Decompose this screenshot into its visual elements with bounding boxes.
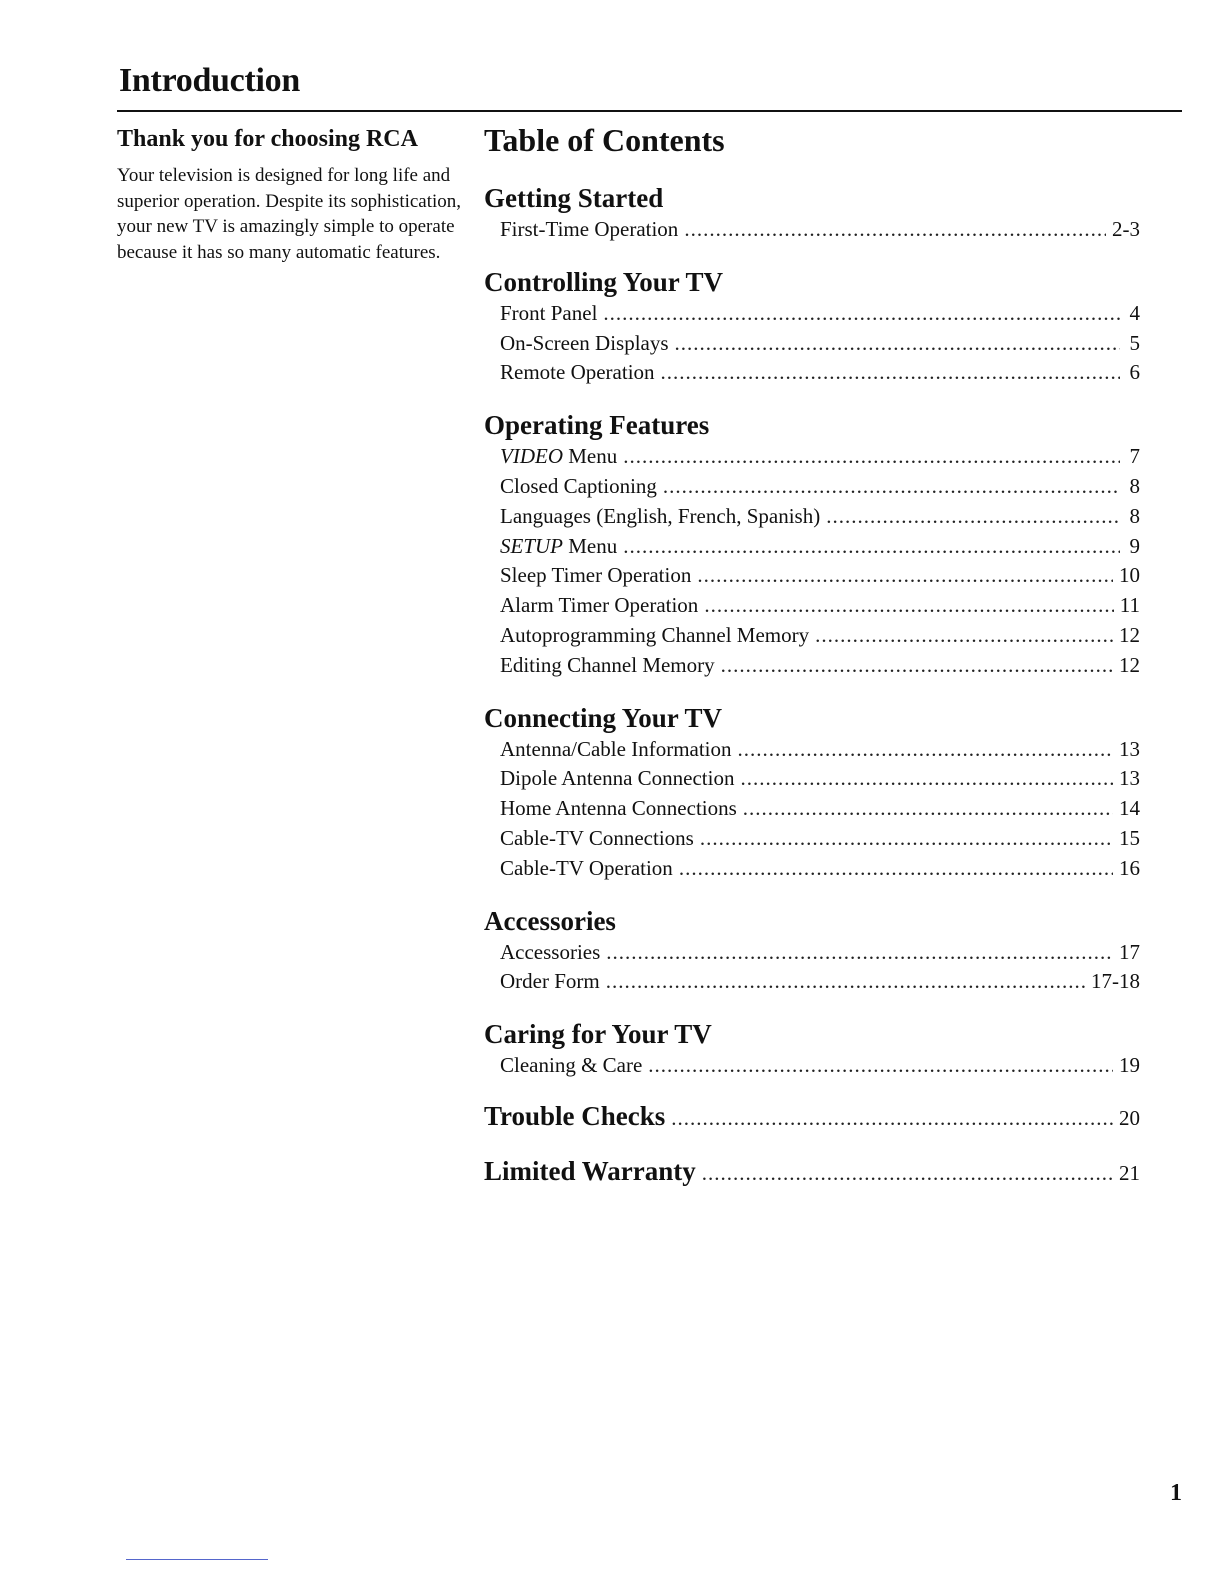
toc-entry-page: 10 [1119,563,1140,588]
toc-top-entry [484,1156,1140,1187]
toc-section-title: Operating Features [484,410,710,441]
title-rule [117,110,1182,112]
toc-section [484,904,1140,998]
toc-entry-label-text: Dipole Antenna Connection [500,766,735,791]
intro-heading: Thank you for choosing RCA [117,126,418,152]
toc-entry-label-text: Cable-TV Connections [500,825,694,850]
toc-section [484,181,1140,245]
dot-leader [606,938,1113,968]
toc-entry [484,358,1140,388]
toc-entry-label [500,442,617,472]
toc-entry [484,621,1140,651]
toc-entry-label [500,938,600,968]
toc-entry-label [500,764,734,794]
toc-entry [484,299,1140,329]
toc-section [484,1017,1140,1081]
toc-entry [484,854,1140,884]
toc-entry-label [500,621,809,651]
dot-leader [697,561,1113,591]
toc-entry-page: 13 [1119,766,1140,791]
toc-entry-label [500,794,737,824]
dot-leader [704,591,1113,621]
footer-rule [126,1559,268,1560]
toc-entry-page: 6 [1129,360,1140,385]
toc-entry [484,735,1140,765]
toc-top-entry-page: 20 [1119,1105,1140,1130]
toc-entry-label-text: Home Antenna Connections [500,796,737,821]
toc-entry-page: 5 [1129,330,1140,355]
dot-leader [663,472,1120,502]
dot-leader [684,215,1106,245]
toc-entry-label [500,299,597,329]
toc-entry [484,472,1140,502]
table-of-contents [484,122,1140,1211]
toc-entry-label-text: Closed Captioning [500,473,657,498]
toc-entry-label-text: Antenna/Cable Information [500,736,732,761]
dot-leader [679,854,1113,884]
dot-leader [826,502,1120,532]
toc-entry-page: 17-18 [1091,969,1140,994]
toc-entry [484,938,1140,968]
dot-leader [740,764,1113,794]
toc-entry-label [500,591,698,621]
dot-leader [675,329,1120,359]
intro-text: Your television is designed for long life and superior operation. Despite its sophistication, your new TV is amazingly simple to operate because it has so many automatic features. [117,165,462,263]
toc-entry-label [500,532,617,562]
toc-entry [484,824,1140,854]
toc-section [484,408,1140,680]
toc-entry-label [500,1051,642,1081]
toc-entry-label-text: Front Panel [500,300,598,325]
toc-section [484,265,1140,388]
dot-leader [743,794,1113,824]
dot-leader [815,621,1113,651]
toc-entry-label-text: Cleaning & Care [500,1053,643,1078]
dot-leader [671,1106,1113,1131]
dot-leader [738,735,1113,765]
toc-entry [484,561,1140,591]
toc-entry-page: 13 [1119,736,1140,761]
toc-entry-label [500,824,694,854]
toc-entry [484,967,1140,997]
toc-entry-label-text: Accessories [500,939,601,964]
toc-top-entry [484,1101,1140,1132]
toc-entry-page: 4 [1129,300,1140,325]
toc-entry [484,764,1140,794]
toc-entry [484,215,1140,245]
dot-leader [606,967,1085,997]
toc-entry [484,651,1140,681]
toc-entry-label-text: First-Time Operation [500,217,679,241]
toc-section-title: Controlling Your TV [484,266,724,297]
toc-entry-page: 19 [1119,1053,1140,1078]
toc-entry-label-italic: SETUP [500,533,563,558]
toc-entry-page: 16 [1119,855,1140,880]
toc-entry-label [500,735,732,765]
toc-entry-label-italic: VIDEO [500,444,563,469]
toc-entry [484,532,1140,562]
toc-section [484,701,1140,884]
dot-leader [623,532,1120,562]
toc-entry-label-text: Languages (English, French, Spanish) [500,503,821,528]
toc-top-entry-label: Trouble Checks [484,1100,666,1131]
toc-title: Table of Contents [484,122,725,158]
toc-entry-page: 12 [1119,652,1140,677]
dot-leader [661,358,1120,388]
intro-panel [117,126,462,265]
toc-top-entry-label: Limited Warranty [484,1155,696,1186]
toc-section-title: Connecting Your TV [484,702,723,733]
toc-entry-label-text: Menu [562,444,618,469]
toc-entry [484,329,1140,359]
toc-entry-label [500,651,715,681]
toc-entry-page: 14 [1119,796,1140,821]
toc-entry-label-text: On-Screen Displays [500,330,669,355]
toc-entry-label-text: Alarm Timer Operation [500,593,699,618]
toc-entry-page: 12 [1119,622,1140,647]
dot-leader [648,1051,1113,1081]
toc-entry-label [500,854,673,884]
toc-entry-label-text: Menu [563,533,618,558]
toc-entry-label [500,358,655,388]
toc-entry-label-text: Remote Operation [500,360,655,385]
dot-leader [721,651,1113,681]
toc-top-entries [484,1101,1140,1187]
toc-entry-page: 2-3 [1112,217,1140,241]
toc-entry-page: 7 [1129,444,1140,469]
dot-leader [623,442,1120,472]
page-number: 1 [1170,1480,1182,1506]
toc-entry-label-text: Order Form [500,969,600,994]
toc-entry-page: 15 [1119,825,1140,850]
dot-leader [700,824,1113,854]
toc-entry-label-text: Editing Channel Memory [500,652,715,677]
toc-entry-label-text: Cable-TV Operation [500,855,673,880]
toc-sections [484,181,1140,1081]
toc-entry-label [500,472,657,502]
toc-entry-page: 17 [1119,939,1140,964]
toc-entry [484,1051,1140,1081]
toc-entry [484,502,1140,532]
toc-section-title: Caring for Your TV [484,1019,712,1050]
toc-entry-page: 8 [1129,473,1140,498]
toc-entry [484,794,1140,824]
toc-entry-label [500,329,669,359]
toc-entry-label [500,967,600,997]
toc-entry [484,442,1140,472]
toc-entry-page: 8 [1129,503,1140,528]
toc-entry-label [500,561,691,591]
toc-entry-label-text: Sleep Timer Operation [500,563,692,588]
toc-section-title: Getting Started [484,183,664,213]
dot-leader [603,299,1120,329]
toc-entry-label [500,215,678,245]
toc-top-entry-page: 21 [1119,1160,1140,1185]
toc-entry-label-text: Autoprogramming Channel Memory [500,622,810,647]
toc-section-title: Accessories [484,905,616,936]
toc-entry-page: 11 [1119,593,1140,618]
dot-leader [702,1161,1113,1186]
toc-entry-label [500,502,820,532]
toc-entry [484,591,1140,621]
page-title: Introduction [119,62,300,99]
toc-entry-page: 9 [1129,533,1140,558]
